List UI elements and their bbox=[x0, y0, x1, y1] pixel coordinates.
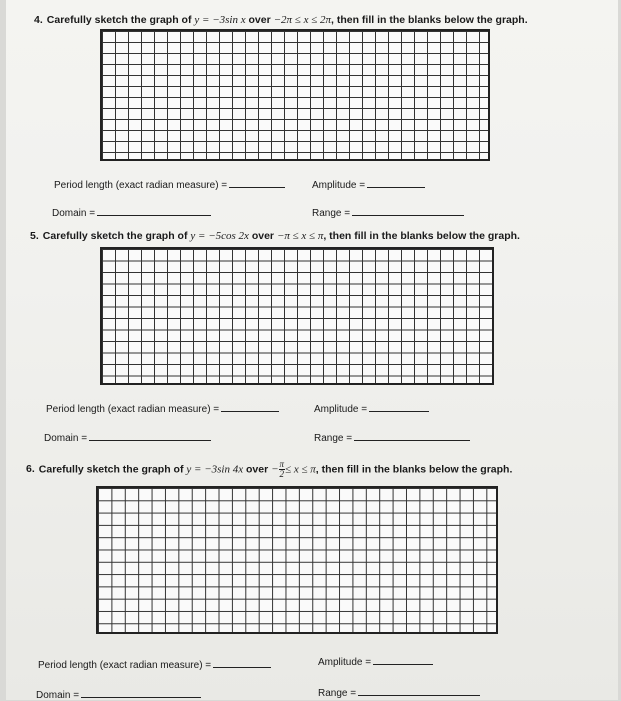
range-field-6[interactable]: Range = bbox=[318, 685, 480, 699]
amplitude-field-6[interactable]: Amplitude = bbox=[318, 654, 433, 668]
graph-grid-6[interactable] bbox=[96, 486, 498, 634]
graph-grid-4[interactable] bbox=[100, 29, 490, 161]
amplitude-field-4[interactable]: Amplitude = bbox=[312, 177, 425, 191]
graph-grid-5[interactable] bbox=[100, 247, 494, 385]
range-field-4[interactable]: Range = bbox=[312, 205, 464, 219]
domain-field-4[interactable]: Domain = bbox=[52, 205, 211, 219]
period-field-5[interactable]: Period length (exact radian measure) = bbox=[46, 401, 279, 415]
domain-field-6[interactable]: Domain = bbox=[36, 687, 201, 701]
domain-field-5[interactable]: Domain = bbox=[44, 430, 211, 444]
worksheet-page bbox=[6, 0, 618, 700]
period-field-4[interactable]: Period length (exact radian measure) = bbox=[54, 177, 285, 191]
question-6-prompt: 6. Carefully sketch the graph of y = −3sin 4x over − $\frac{\pi}{2}$ ≤ x ≤ π, then fill in the blanks below the graph. bbox=[26, 459, 513, 479]
amplitude-field-5[interactable]: Amplitude = bbox=[314, 401, 429, 415]
question-5-prompt: 5. Carefully sketch the graph of y = −5cos 2x over −π ≤ x ≤ π, then fill in the blanks below the graph. bbox=[30, 230, 520, 242]
period-field-6[interactable]: Period length (exact radian measure) = bbox=[38, 657, 271, 671]
question-4-prompt: 4. Carefully sketch the graph of y = −3sin x over −2π ≤ x ≤ 2π, then fill in the blanks below the graph. bbox=[34, 14, 528, 26]
range-field-5[interactable]: Range = bbox=[314, 430, 470, 444]
fraction-pi-over-2: $\frac{\pi}{2}$ bbox=[279, 459, 285, 479]
